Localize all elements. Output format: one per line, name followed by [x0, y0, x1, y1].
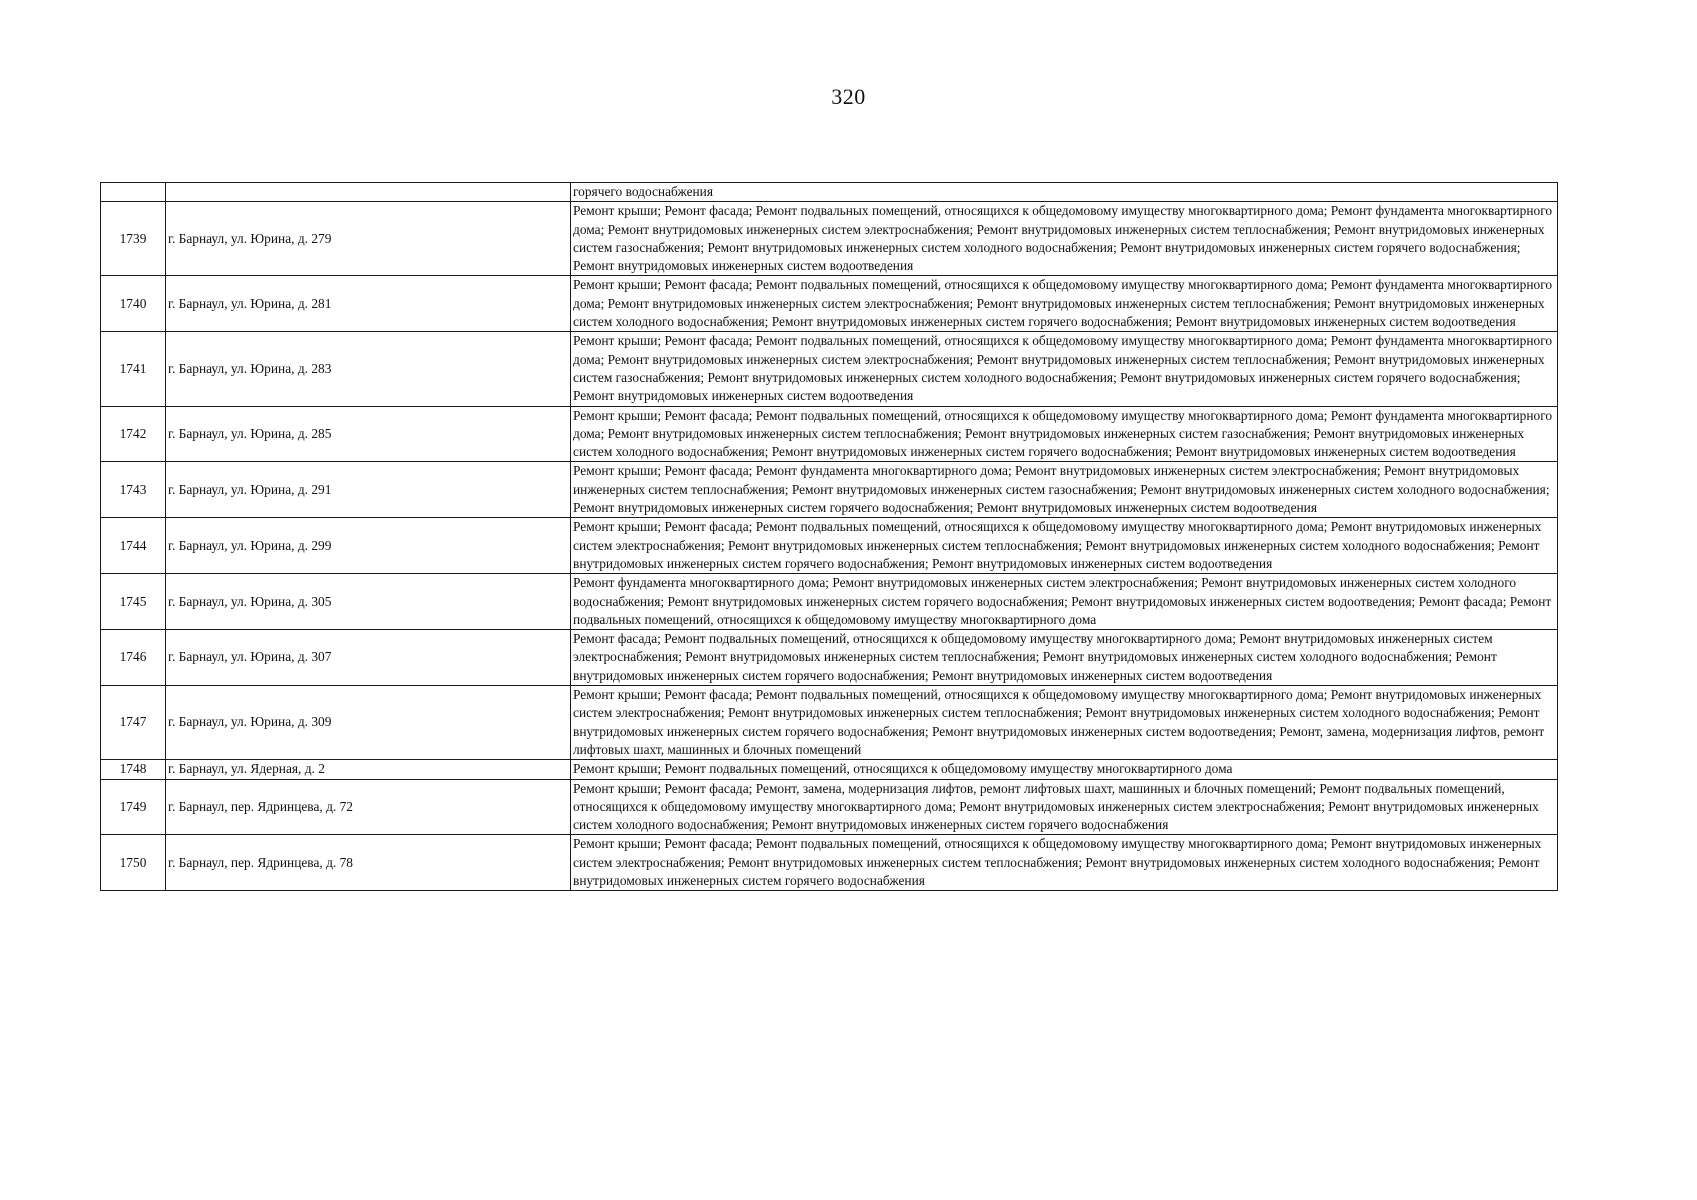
- table-row: [101, 332, 1558, 406]
- table-row: [101, 779, 1558, 835]
- row-address: г. Барнаул, ул. Юрина, д. 299: [166, 518, 571, 574]
- row-number: 1746: [101, 630, 166, 686]
- row-works: Ремонт крыши; Ремонт фасада; Ремонт подвальных помещений, относящихся к общедомовому имуществу многоквартирного дома; Ремонт фундамента многоквартирного дома; Ремонт внутридомовых инженерных систем теплоснабжения; Ремонт внутридомовых инженерных систем газоснабжения; Ремонт внутридомовых инженерных систем холодного водоснабжения; Ремонт внутридомовых инженерных систем горячего водоснабжения; Ремонт внутридомовых инженерных систем водоотведения: [571, 406, 1558, 462]
- table-row: [101, 760, 1558, 779]
- row-works: Ремонт крыши; Ремонт фасада; Ремонт, замена, модернизация лифтов, ремонт лифтовых шахт, машинных и блочных помещений; Ремонт подвальных помещений, относящихся к общедомовому имуществу многоквартирного дома; Ремонт внутридомовых инженерных систем электроснабжения; Ремонт внутридомовых инженерных систем холодного водоснабжения; Ремонт внутридомовых инженерных систем горячего водоснабжения: [571, 779, 1558, 835]
- row-address: г. Барнаул, ул. Юрина, д. 281: [166, 276, 571, 332]
- row-address: г. Барнаул, ул. Юрина, д. 305: [166, 574, 571, 630]
- table-row: [101, 574, 1558, 630]
- row-works: Ремонт фасада; Ремонт подвальных помещений, относящихся к общедомовому имуществу многоквартирного дома; Ремонт внутридомовых инженерных систем электроснабжения; Ремонт внутридомовых инженерных систем теплоснабжения; Ремонт внутридомовых инженерных систем холодного водоснабжения; Ремонт внутридомовых инженерных систем горячего водоснабжения; Ремонт внутридомовых инженерных систем водоотведения: [571, 630, 1558, 686]
- row-address: г. Барнаул, пер. Ядринцева, д. 72: [166, 779, 571, 835]
- row-works: Ремонт крыши; Ремонт подвальных помещений, относящихся к общедомовому имуществу многоквартирного дома: [571, 760, 1558, 779]
- table-row: [101, 686, 1558, 760]
- continuation-row: [101, 183, 1558, 202]
- row-number: 1744: [101, 518, 166, 574]
- row-address: г. Барнаул, пер. Ядринцева, д. 78: [166, 835, 571, 891]
- row-address: г. Барнаул, ул. Юрина, д. 291: [166, 462, 571, 518]
- table-row: [101, 518, 1558, 574]
- row-number: [101, 183, 166, 202]
- row-works: Ремонт крыши; Ремонт фасада; Ремонт подвальных помещений, относящихся к общедомовому имуществу многоквартирного дома; Ремонт внутридомовых инженерных систем электроснабжения; Ремонт внутридомовых инженерных систем теплоснабжения; Ремонт внутридомовых инженерных систем холодного водоснабжения; Ремонт внутридомовых инженерных систем горячего водоснабжения; Ремонт внутридомовых инженерных систем водоотведения: [571, 518, 1558, 574]
- table-row: [101, 462, 1558, 518]
- repair-registry: [100, 182, 1558, 891]
- table-row: [101, 202, 1558, 276]
- row-address: г. Барнаул, ул. Ядерная, д. 2: [166, 760, 571, 779]
- row-number: 1748: [101, 760, 166, 779]
- row-number: 1750: [101, 835, 166, 891]
- table-row: [101, 276, 1558, 332]
- row-works: Ремонт крыши; Ремонт фасада; Ремонт подвальных помещений, относящихся к общедомовому имуществу многоквартирного дома; Ремонт фундамента многоквартирного дома; Ремонт внутридомовых инженерных систем электроснабжения; Ремонт внутридомовых инженерных систем теплоснабжения; Ремонт внутридомовых инженерных систем холодного водоснабжения; Ремонт внутридомовых инженерных систем горячего водоснабжения; Ремонт внутридомовых инженерных систем водоотведения: [571, 276, 1558, 332]
- row-number: 1749: [101, 779, 166, 835]
- row-works: Ремонт крыши; Ремонт фасада; Ремонт подвальных помещений, относящихся к общедомовому имуществу многоквартирного дома; Ремонт фундамента многоквартирного дома; Ремонт внутридомовых инженерных систем электроснабжения; Ремонт внутридомовых инженерных систем теплоснабжения; Ремонт внутридомовых инженерных систем газоснабжения; Ремонт внутридомовых инженерных систем холодного водоснабжения; Ремонт внутридомовых инженерных систем горячего водоснабжения; Ремонт внутридомовых инженерных систем водоотведения: [571, 202, 1558, 276]
- row-number: 1739: [101, 202, 166, 276]
- row-number: 1747: [101, 686, 166, 760]
- row-address: г. Барнаул, ул. Юрина, д. 307: [166, 630, 571, 686]
- table-row: [101, 835, 1558, 891]
- row-number: 1743: [101, 462, 166, 518]
- registry-table: [100, 182, 1558, 891]
- table-row: [101, 630, 1558, 686]
- row-number: 1745: [101, 574, 166, 630]
- row-works: Ремонт крыши; Ремонт фасада; Ремонт подвальных помещений, относящихся к общедомовому имуществу многоквартирного дома; Ремонт фундамента многоквартирного дома; Ремонт внутридомовых инженерных систем электроснабжения; Ремонт внутридомовых инженерных систем теплоснабжения; Ремонт внутридомовых инженерных систем газоснабжения; Ремонт внутридомовых инженерных систем холодного водоснабжения; Ремонт внутридомовых инженерных систем горячего водоснабжения; Ремонт внутридомовых инженерных систем водоотведения: [571, 332, 1558, 406]
- row-number: 1742: [101, 406, 166, 462]
- row-works: горячего водоснабжения: [571, 183, 1558, 202]
- row-works: Ремонт фундамента многоквартирного дома; Ремонт внутридомовых инженерных систем электроснабжения; Ремонт внутридомовых инженерных систем холодного водоснабжения; Ремонт внутридомовых инженерных систем горячего водоснабжения; Ремонт внутридомовых инженерных систем водоотведения; Ремонт фасада; Ремонт подвальных помещений, относящихся к общедомовому имуществу многоквартирного дома: [571, 574, 1558, 630]
- row-address: г. Барнаул, ул. Юрина, д. 309: [166, 686, 571, 760]
- table-row: [101, 406, 1558, 462]
- page-number: 320: [831, 84, 866, 109]
- row-address: [166, 183, 571, 202]
- row-works: Ремонт крыши; Ремонт фасада; Ремонт подвальных помещений, относящихся к общедомовому имуществу многоквартирного дома; Ремонт внутридомовых инженерных систем электроснабжения; Ремонт внутридомовых инженерных систем теплоснабжения; Ремонт внутридомовых инженерных систем холодного водоснабжения; Ремонт внутридомовых инженерных систем горячего водоснабжения; Ремонт внутридомовых инженерных систем водоотведения; Ремонт, замена, модернизация лифтов, ремонт лифтовых шахт, машинных и блочных помещений: [571, 686, 1558, 760]
- row-address: г. Барнаул, ул. Юрина, д. 279: [166, 202, 571, 276]
- row-address: г. Барнаул, ул. Юрина, д. 283: [166, 332, 571, 406]
- row-works: Ремонт крыши; Ремонт фасада; Ремонт подвальных помещений, относящихся к общедомовому имуществу многоквартирного дома; Ремонт внутридомовых инженерных систем электроснабжения; Ремонт внутридомовых инженерных систем теплоснабжения; Ремонт внутридомовых инженерных систем холодного водоснабжения; Ремонт внутридомовых инженерных систем горячего водоснабжения: [571, 835, 1558, 891]
- row-works: Ремонт крыши; Ремонт фасада; Ремонт фундамента многоквартирного дома; Ремонт внутридомовых инженерных систем электроснабжения; Ремонт внутридомовых инженерных систем теплоснабжения; Ремонт внутридомовых инженерных систем газоснабжения; Ремонт внутридомовых инженерных систем холодного водоснабжения; Ремонт внутридомовых инженерных систем горячего водоснабжения; Ремонт внутридомовых инженерных систем водоотведения: [571, 462, 1558, 518]
- row-number: 1741: [101, 332, 166, 406]
- row-number: 1740: [101, 276, 166, 332]
- row-address: г. Барнаул, ул. Юрина, д. 285: [166, 406, 571, 462]
